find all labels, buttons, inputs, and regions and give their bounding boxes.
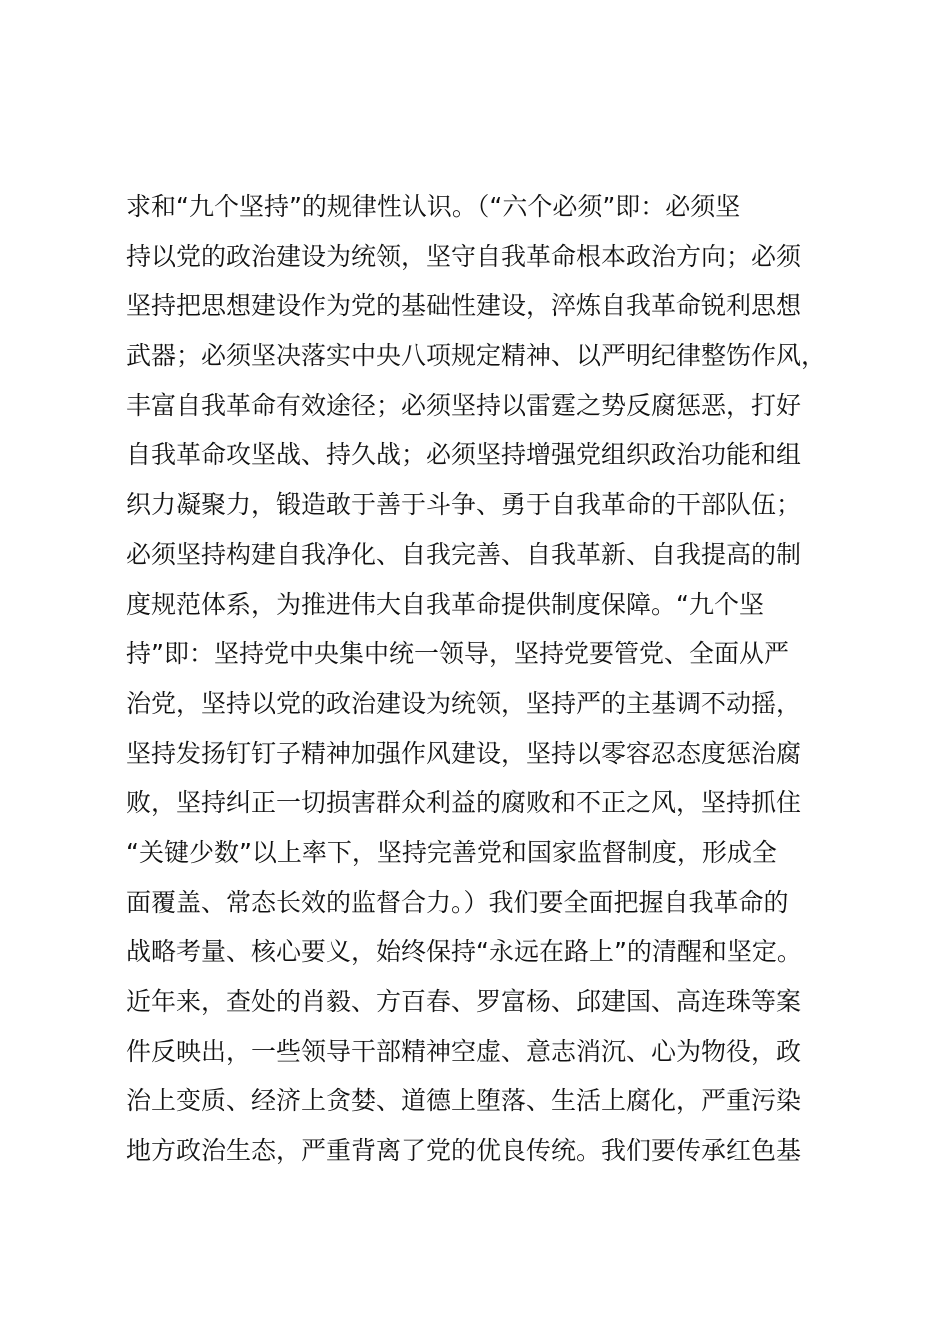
text-line: “关键少数”以上率下，坚持完善党和国家监督制度，形成全 <box>126 837 777 867</box>
text-line: 坚持把思想建设作为党的基础性建设，淬炼自我革命锐利思想 <box>126 291 802 321</box>
text-line: 战略考量、核心要义，始终保持“永远在路上”的清醒和坚定。 <box>126 937 802 967</box>
text-line: 败，坚持纠正一切损害群众利益的腐败和不正之风，坚持抓住 <box>126 788 802 818</box>
text-line: 必须坚持构建自我净化、自我完善、自我革新、自我提高的制 <box>126 539 802 569</box>
text-line: 坚持发扬钉钉子精神加强作风建设，坚持以零容忍态度惩治腐 <box>126 738 802 768</box>
text-line: 持以党的政治建设为统领，坚守自我革命根本政治方向；必须 <box>126 241 802 271</box>
text-line: 丰富自我革命有效途径；必须坚持以雷霆之势反腐惩恶，打好 <box>126 390 802 420</box>
text-line: 求和“九个坚持”的规律性认识。（“六个必须”即：必须坚 <box>126 192 741 221</box>
text-line: 件反映出，一些领导干部精神空虚、意志消沉、心为物役，政 <box>126 1036 802 1066</box>
body-paragraph <box>126 182 856 1176</box>
text-line: 面覆盖、常态长效的监督合力。）我们要全面把握自我革命的 <box>126 887 789 917</box>
text-line: 地方政治生态，严重背离了党的优良传统。我们要传承红色基 <box>126 1136 802 1166</box>
text-line: 自我革命攻坚战、持久战；必须坚持增强党组织政治功能和组 <box>126 440 802 470</box>
text-line: 织力凝聚力，锻造敢于善于斗争、勇于自我革命的干部队伍； <box>126 490 802 520</box>
text-line: 治党，坚持以党的政治建设为统领，坚持严的主基调不动摇， <box>126 688 802 718</box>
text-line: 度规范体系，为推进伟大自我革命提供制度保障。“九个坚 <box>126 589 764 619</box>
text-line: 治上变质、经济上贪婪、道德上堕落、生活上腐化，严重污染 <box>126 1086 802 1116</box>
text-line: 近年来，查处的肖毅、方百春、罗富杨、邱建国、高连珠等案 <box>126 987 802 1016</box>
text-line: 武器；必须坚决落实中央八项规定精神、以严明纪律整饬作风， <box>126 341 827 371</box>
text-line: 持”即：坚持党中央集中统一领导，坚持党要管党、全面从严 <box>126 639 789 669</box>
